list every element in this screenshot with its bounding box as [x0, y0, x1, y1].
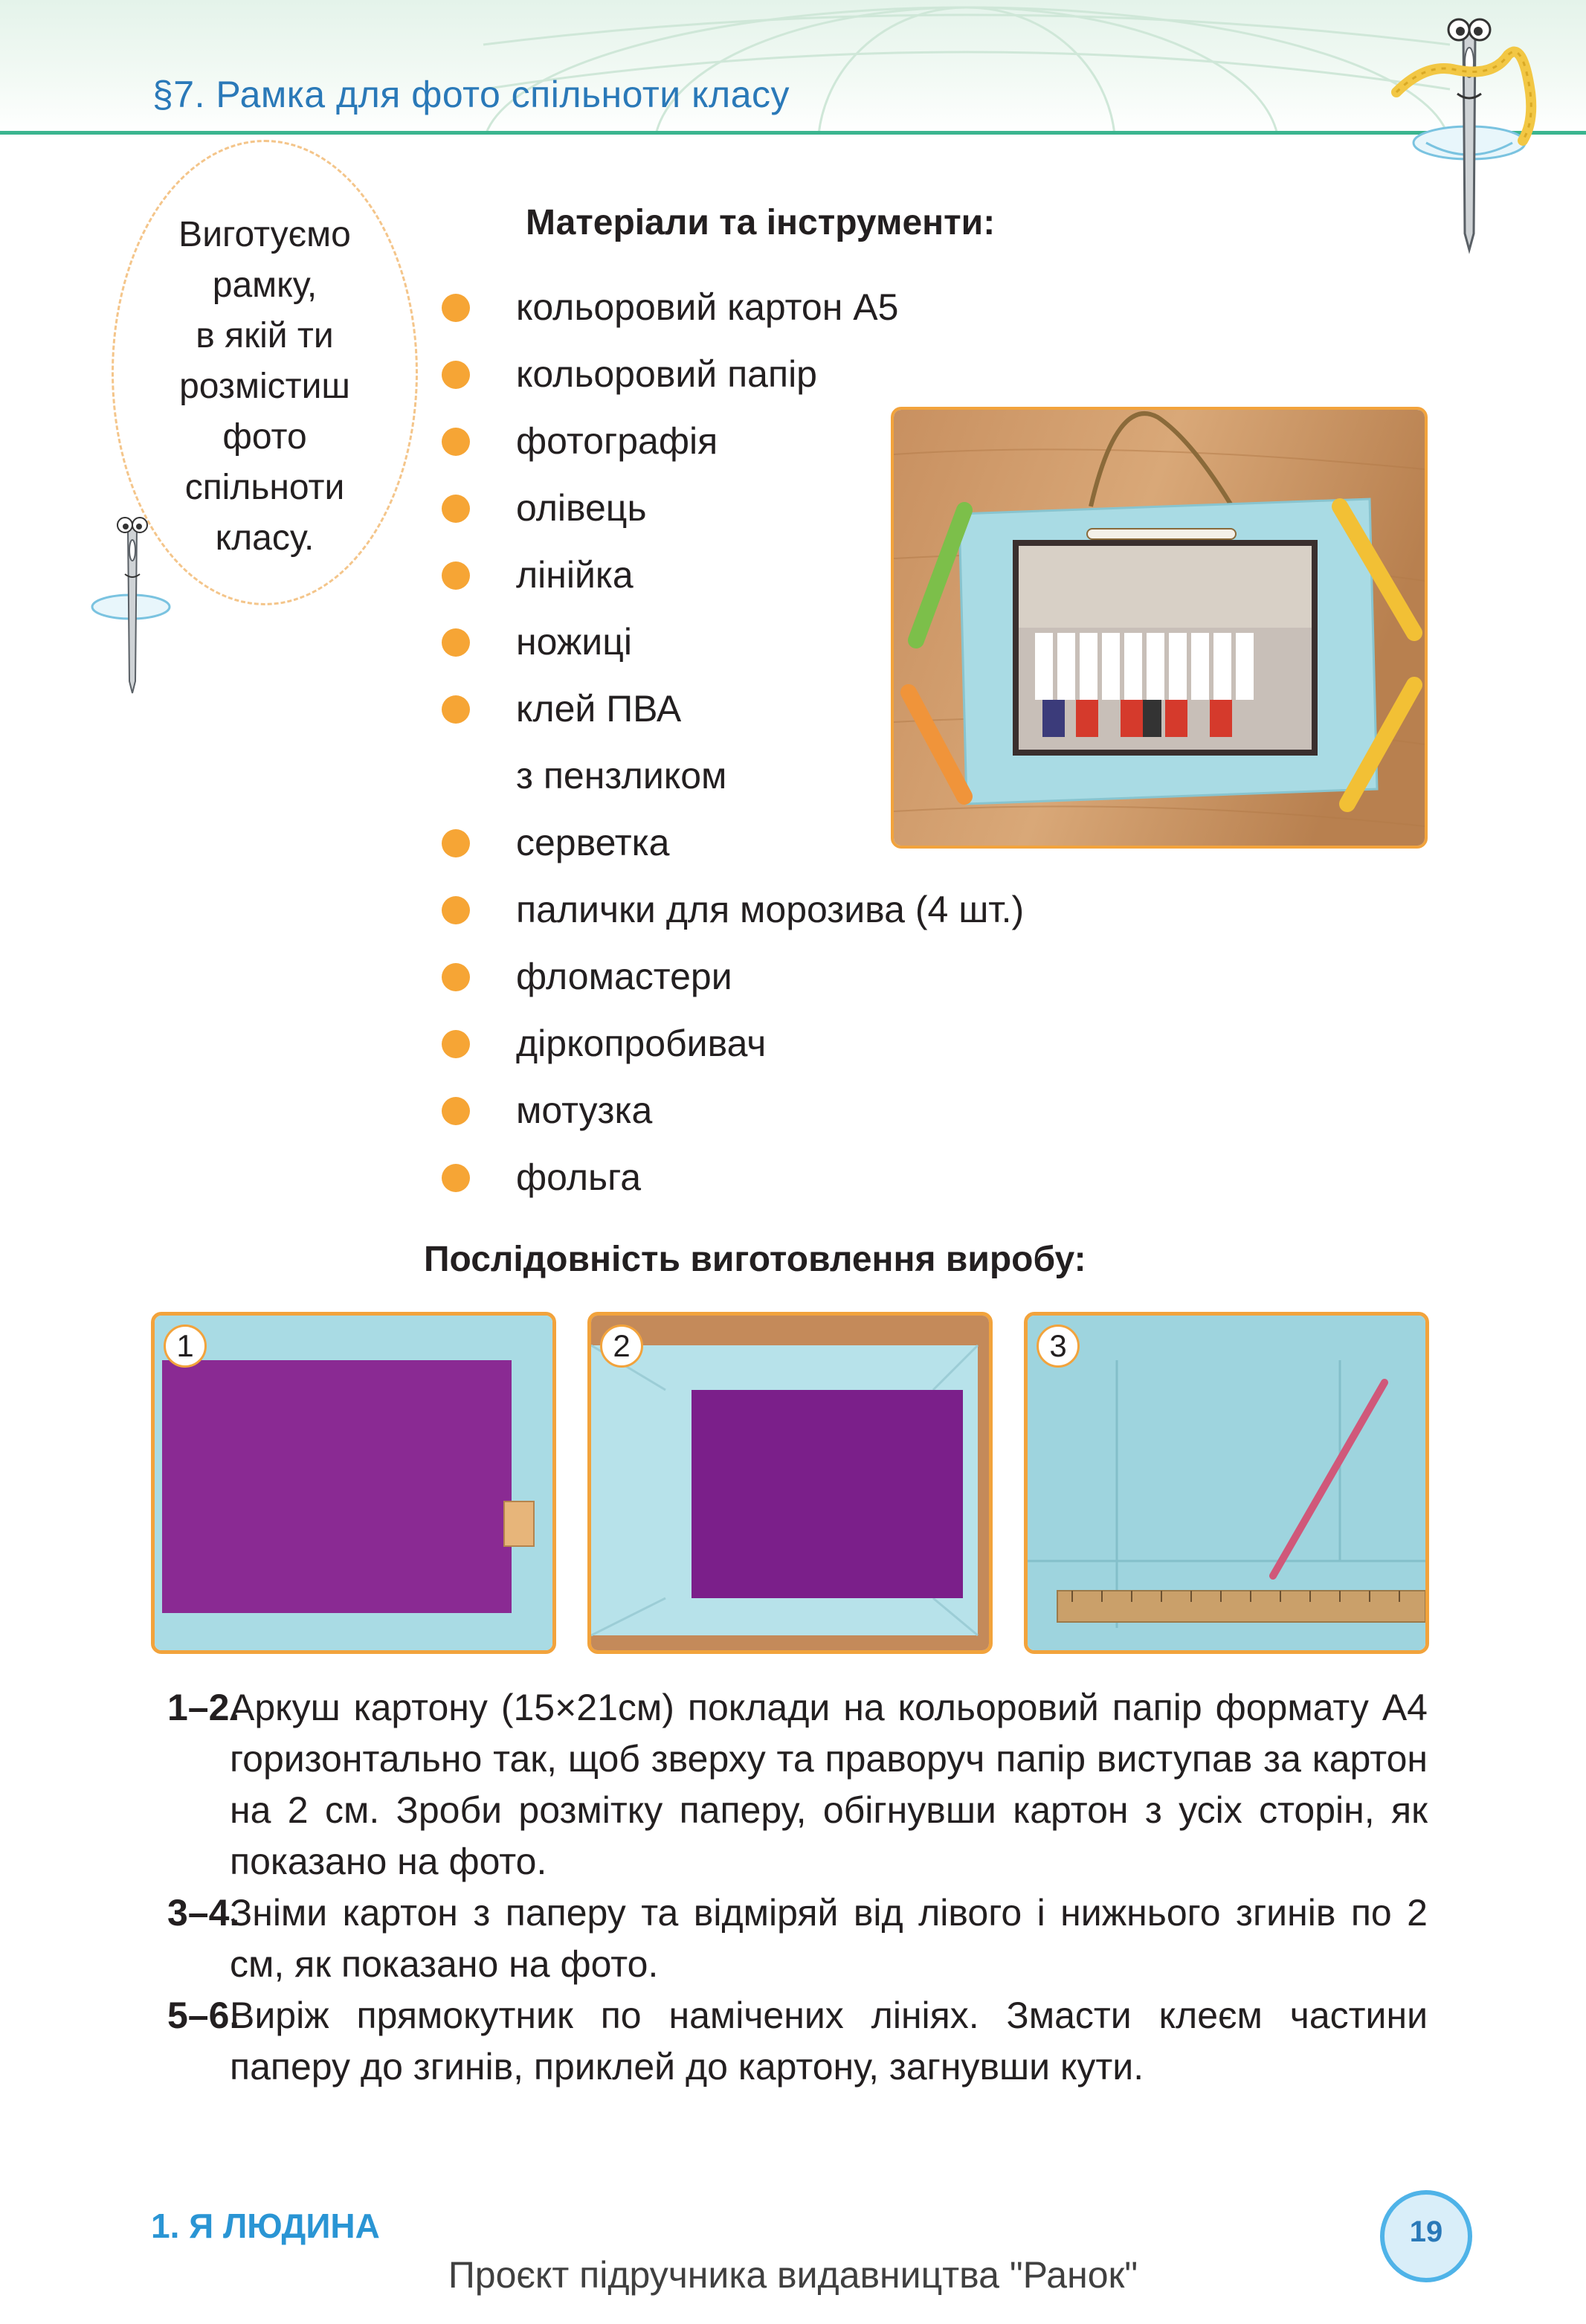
- material-label: фотографія: [516, 420, 718, 462]
- list-item: [440, 1144, 1024, 1211]
- small-needle-mascot-icon: [82, 512, 186, 698]
- footer-section-title: 1. Я ЛЮДИНА: [151, 2206, 380, 2245]
- material-label: фломастери: [516, 956, 732, 997]
- step-badge: 1: [164, 1324, 207, 1368]
- bullet-dot-icon: [442, 1164, 470, 1192]
- instruction-item: [167, 1990, 1428, 2093]
- material-label-continued: з пензликом: [516, 755, 727, 796]
- material-label: мотузка: [516, 1089, 653, 1131]
- step-photo-1: [151, 1312, 556, 1654]
- list-item: [440, 1010, 1024, 1077]
- material-label: клей ПВА: [516, 688, 682, 730]
- instruction-number: 3–4.: [167, 1892, 240, 1934]
- list-item: [440, 943, 1024, 1010]
- bullet-dot-icon: [442, 495, 470, 523]
- finished-frame-photo: [891, 407, 1428, 849]
- header-rule: [0, 131, 1586, 135]
- material-label: палички для морозива (4 шт.): [516, 889, 1025, 930]
- material-label: діркопробивач: [516, 1023, 767, 1064]
- list-item: [440, 341, 1024, 408]
- list-item: [440, 1077, 1024, 1144]
- bullet-dot-icon: [442, 695, 470, 724]
- page-number: 19: [1409, 2215, 1443, 2248]
- page-title: §7. Рамка для фото спільноти класу: [152, 74, 790, 115]
- material-label: фольга: [516, 1156, 642, 1198]
- bullet-dot-icon: [442, 829, 470, 857]
- bubble-line: класу.: [215, 518, 315, 558]
- publisher-note: Проєкт підручника видавництва "Ранок": [448, 2254, 1138, 2296]
- list-item: [440, 876, 1024, 943]
- step-badge: 2: [600, 1324, 643, 1368]
- step-1-illustration: [155, 1316, 552, 1650]
- speech-bubble-text: [134, 210, 396, 564]
- sequence-heading: Послідовність виготовлення виробу:: [424, 1240, 1086, 1279]
- step-2-illustration: [591, 1316, 989, 1650]
- step-badge: 3: [1037, 1324, 1080, 1368]
- instruction-number: 1–2.: [167, 1687, 240, 1728]
- material-label: серветка: [516, 822, 670, 863]
- instructions: [167, 1682, 1428, 2093]
- bubble-line: розмістиш: [179, 367, 350, 406]
- instruction-text: Зніми картон з паперу та відміряй від лівого і нижнього згинів по 2 см, як показано на фото.: [230, 1892, 1428, 1985]
- bullet-dot-icon: [442, 428, 470, 456]
- bubble-line: в якій ти: [196, 316, 334, 355]
- instruction-text: Аркуш картону (15×21см) поклади на кольоровий папір формату А4 горизонтально так, щоб зверху та праворуч папір виступав за картон на 2 см. Зроби розмітку паперу, обігнувши картон з усіх сторін, як показано на фото.: [230, 1687, 1428, 1882]
- instruction-text: Виріж прямокутник по намічених лініях. Змасти клеєм частини паперу до згинів, приклей до картону, загнувши кути.: [230, 1995, 1428, 2088]
- instruction-number: 5–6.: [167, 1995, 240, 2036]
- bubble-line: Виготуємо: [178, 215, 351, 254]
- material-label: ножиці: [516, 621, 632, 663]
- instruction-item: [167, 1887, 1428, 1990]
- materials-heading: Матеріали та інструменти:: [526, 203, 996, 242]
- list-item: [440, 274, 1024, 341]
- material-label: кольоровий картон А5: [516, 286, 899, 328]
- material-label: лінійка: [516, 554, 634, 596]
- step-photo-2: [587, 1312, 993, 1654]
- bubble-line: рамку,: [212, 265, 317, 305]
- bullet-dot-icon: [442, 963, 470, 991]
- bubble-line: спільноти: [184, 468, 345, 507]
- material-label: олівець: [516, 487, 647, 529]
- step-3-illustration: [1028, 1316, 1425, 1650]
- bubble-line: фото: [222, 417, 307, 457]
- material-label: кольоровий папір: [516, 353, 817, 395]
- instruction-item: [167, 1682, 1428, 1887]
- bullet-dot-icon: [442, 561, 470, 590]
- step-photo-3: [1024, 1312, 1429, 1654]
- bullet-dot-icon: [442, 628, 470, 657]
- finished-frame-illustration: [894, 410, 1425, 846]
- bullet-dot-icon: [442, 361, 470, 389]
- bullet-dot-icon: [442, 294, 470, 322]
- bullet-dot-icon: [442, 896, 470, 924]
- needle-mascot-icon: [1382, 10, 1545, 256]
- bullet-dot-icon: [442, 1030, 470, 1058]
- bullet-dot-icon: [442, 1097, 470, 1125]
